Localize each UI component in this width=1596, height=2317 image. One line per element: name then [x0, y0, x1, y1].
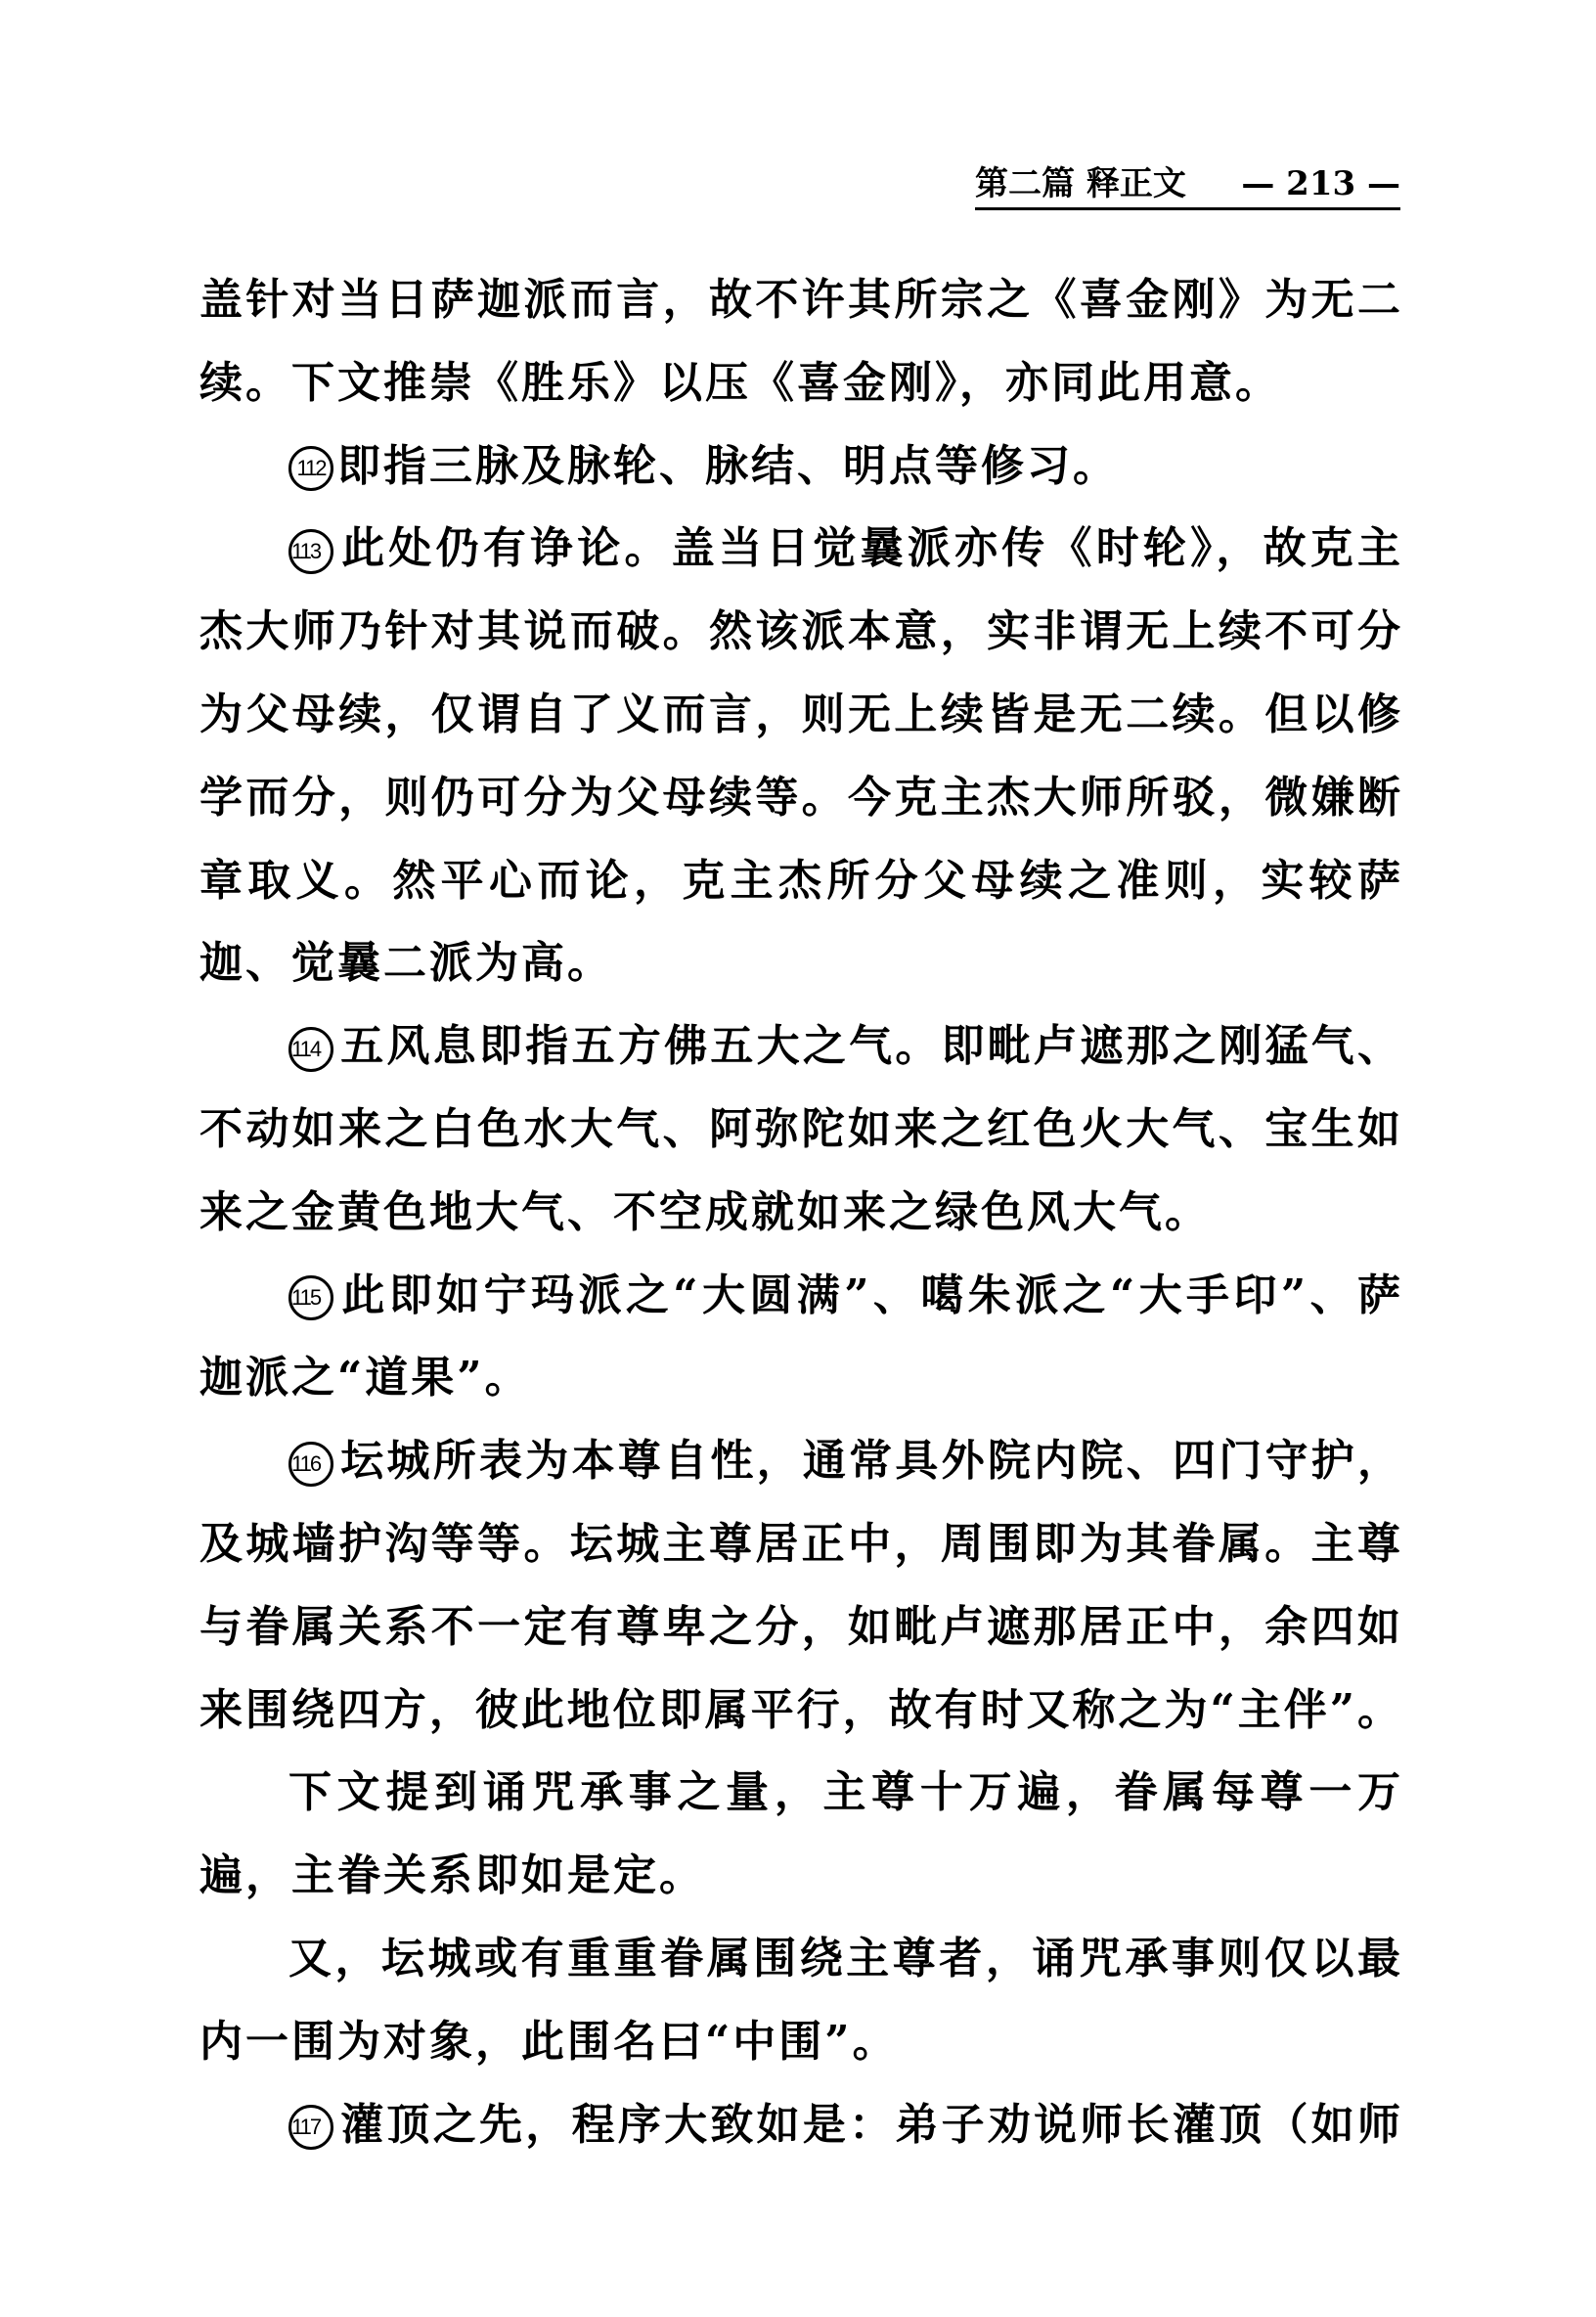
line-text: 五风息即指五方佛五大之气。即毗卢遮那之刚猛气、 — [337, 1021, 1400, 1072]
text-line — [200, 1179, 1400, 1247]
line-text: 内一围为对象，此围名曰“中围”。 — [200, 2016, 899, 2067]
line-text: 遍，主眷关系即如是定。 — [200, 1850, 705, 1901]
line-text: 及城墙护沟等等。坛城主尊居正中，周围即为其眷属。主尊 — [200, 1519, 1400, 1569]
line-text: 来围绕四方，彼此地位即属平行，故有时又称之为“主伴”。 — [200, 1684, 1400, 1735]
text-line — [288, 1925, 1400, 1993]
line-text: 此处仍有诤论。盖当日觉曩派亦传《时轮》，故克主 — [337, 523, 1400, 574]
section-title: 第二篇 释正文 — [975, 164, 1186, 203]
line-text: 杰大师乃针对其说而破。然该派本意，实非谓无上续不可分 — [200, 606, 1400, 657]
text-line — [200, 847, 1400, 915]
text-line — [288, 1427, 1400, 1495]
line-text: 续。下文推崇《胜乐》以压《喜金刚》，亦同此用意。 — [200, 357, 1281, 408]
line-text: 此即如宁玛派之“大圆满”、噶朱派之“大手印”、萨 — [337, 1270, 1400, 1320]
line-text: 迦派之“道果”。 — [200, 1353, 531, 1404]
text-line — [288, 514, 1400, 583]
line-text: 学而分，则仍可分为父母续等。今克主杰大师所驳，微嫌断 — [200, 772, 1400, 823]
running-header — [975, 164, 1400, 210]
text-line — [200, 1095, 1400, 1164]
footnote-number-circled: 116 — [288, 1442, 333, 1487]
text-line — [200, 764, 1400, 832]
text-line — [200, 681, 1400, 749]
line-text: 来之金黄色地大气、不空成就如来之绿色风大气。 — [200, 1186, 1211, 1237]
footnote-number-circled: 114 — [288, 1027, 333, 1072]
text-line — [200, 1510, 1400, 1579]
text-line — [200, 598, 1400, 666]
footnote-number-circled: 113 — [288, 529, 333, 574]
text-line — [200, 266, 1400, 334]
text-line — [288, 1262, 1400, 1330]
footnote-number-circled: 112 — [288, 446, 333, 491]
text-line — [200, 1344, 1400, 1412]
line-text: 章取义。然平心而论，克主杰所分父母续之准则，实较萨 — [200, 855, 1400, 906]
text-line — [288, 2091, 1400, 2160]
line-text: 盖针对当日萨迦派而言，故不许其所宗之《喜金刚》为无二 — [200, 275, 1400, 325]
line-text: 为父母续，仅谓自了义而言，则无上续皆是无二续。但以修 — [200, 690, 1400, 739]
text-line — [200, 929, 1400, 998]
line-text: 又，坛城或有重重眷属围绕主尊者，诵咒承事则仅以最 — [288, 1934, 1400, 1983]
footnote-number-circled: 115 — [288, 1275, 333, 1320]
text-line — [200, 1676, 1400, 1745]
text-line — [200, 349, 1400, 418]
line-text: 迦、觉曩二派为高。 — [200, 938, 613, 989]
text-line — [288, 1759, 1400, 1827]
line-text: 不动如来之白色水大气、阿弥陀如来之红色火大气、宝生如 — [200, 1104, 1400, 1154]
page-number: — 213 — — [1241, 164, 1400, 203]
line-text: 坛城所表为本尊自性，通常具外院内院、四门守护， — [337, 1436, 1400, 1487]
text-line — [200, 1842, 1400, 1910]
line-text: 灌顶之先，程序大致如是：弟子劝说师长灌顶（如师 — [337, 2099, 1400, 2150]
text-line — [200, 1593, 1400, 1662]
text-line — [288, 432, 1400, 501]
text-line — [288, 1012, 1400, 1081]
line-text: 下文提到诵咒承事之量，主尊十万遍，眷属每尊一万 — [288, 1767, 1400, 1818]
line-text: 即指三脉及脉轮、脉结、明点等修习。 — [337, 440, 1119, 491]
text-line — [200, 2008, 1400, 2076]
footnote-number-circled: 117 — [288, 2105, 333, 2150]
line-text: 与眷属关系不一定有尊卑之分，如毗卢遮那居正中，余四如 — [200, 1601, 1400, 1652]
